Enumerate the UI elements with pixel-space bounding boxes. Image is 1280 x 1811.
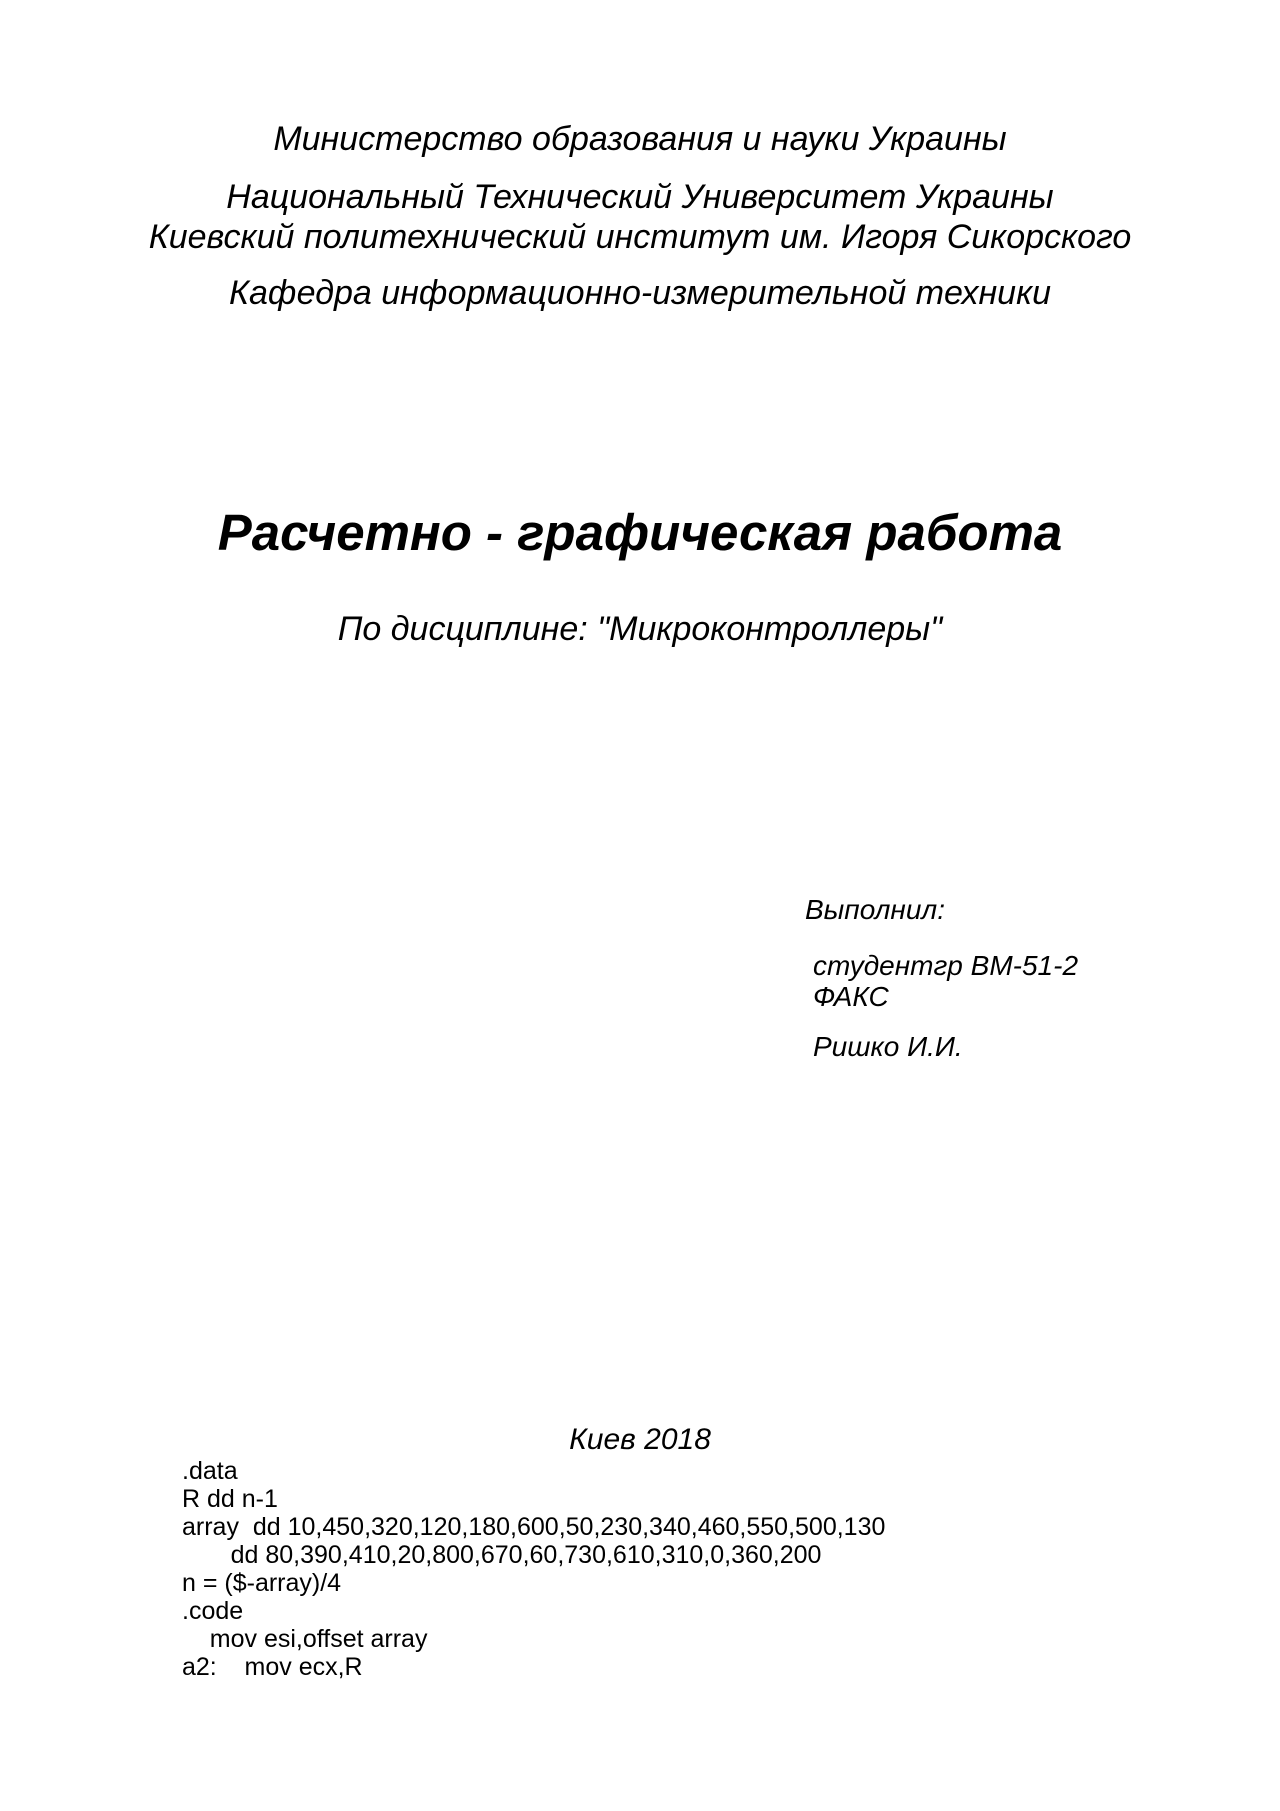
university-name-line1: Национальный Технический Университет Украины <box>226 178 1054 216</box>
code-line: .code <box>182 1597 244 1625</box>
code-line: .data <box>182 1457 238 1485</box>
student-name: Ришко И.И. <box>813 1031 963 1062</box>
code-line: dd 80,390,410,20,800,670,60,730,610,310,0,360,200 <box>182 1541 822 1569</box>
ministry-heading: Министерство образования и науки Украины <box>273 120 1007 158</box>
code-line: n = ($-array)/4 <box>182 1569 342 1597</box>
discipline-subtitle: По дисциплине: "Микроконтроллеры" <box>337 610 943 648</box>
performed-by-label: Выполнил: <box>805 894 945 925</box>
city-year: Киев 2018 <box>569 1423 711 1456</box>
student-faculty: ФАКС <box>813 981 889 1012</box>
student-group: студентгр ВМ-51-2 <box>813 950 1079 981</box>
code-line: R dd n-1 <box>182 1485 278 1513</box>
document-title: Расчетно - графическая работа <box>217 504 1063 561</box>
code-line: a2: mov ecx,R <box>182 1653 363 1681</box>
department-name: Кафедра информационно-измерительной техники <box>228 274 1052 312</box>
code-line: array dd 10,450,320,120,180,600,50,230,340,460,550,500,130 <box>182 1513 886 1541</box>
university-name-line2: Киевский политехнический институт им. Игоря Сикорского <box>148 218 1132 256</box>
code-line: mov esi,offset array <box>182 1625 428 1653</box>
